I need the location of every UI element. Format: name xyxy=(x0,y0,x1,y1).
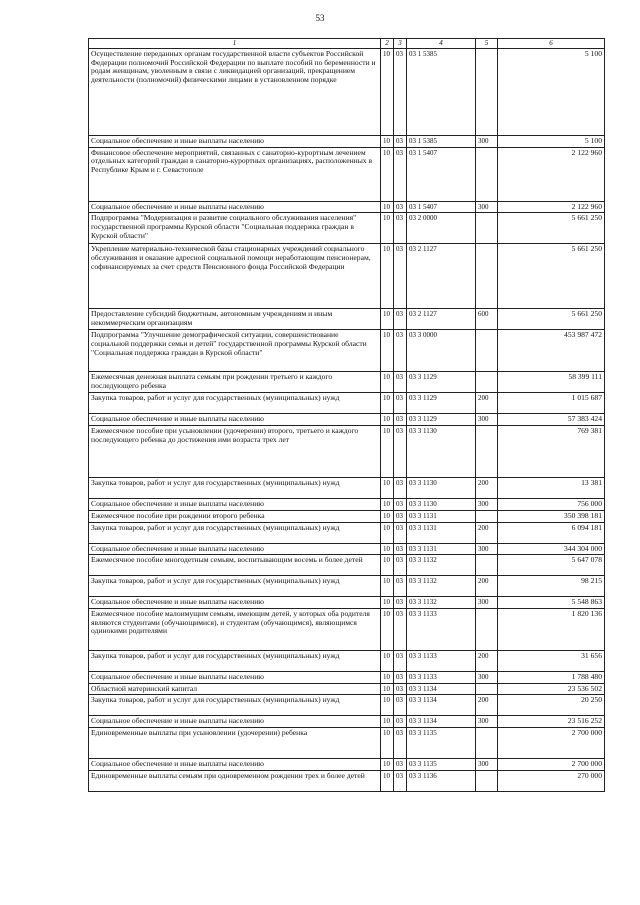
row-target-article-cell: 03 3 1129 xyxy=(407,414,476,426)
row-section-cell: 10 xyxy=(381,683,394,695)
table-row xyxy=(89,759,605,771)
row-expense-type-cell xyxy=(476,330,498,372)
row-name-cell: Укрепление материально-технической базы стационарных учреждений социального обслуживания и оказание адресной социальной помощи неработающим пенсионерам, софинансируемых за счет средств Пенсионного фонда Российской Федерации xyxy=(89,244,381,309)
row-target-article-cell: 03 3 1129 xyxy=(407,393,476,414)
header-cell-expense-type: 5 xyxy=(476,39,498,49)
row-section-cell: 10 xyxy=(381,555,394,576)
row-target-article-cell: 03 3 1132 xyxy=(407,555,476,576)
row-expense-type-cell xyxy=(476,683,498,695)
row-section-cell: 10 xyxy=(381,136,394,148)
row-expense-type-cell: 300 xyxy=(476,759,498,771)
table-row xyxy=(89,728,605,759)
row-expense-type-cell: 200 xyxy=(476,695,498,716)
row-expense-type-cell xyxy=(476,555,498,576)
row-name-cell: Подпрограмма "Модернизация и развитие социального обслуживания населения" государственной программы Курской области "Социальная поддержка граждан в Курской области" xyxy=(89,213,381,244)
table-row xyxy=(89,136,605,148)
row-subsection-cell: 03 xyxy=(394,426,407,478)
row-section-cell: 10 xyxy=(381,49,394,136)
row-subsection-cell: 03 xyxy=(394,609,407,651)
row-expense-type-cell: 200 xyxy=(476,576,498,597)
row-target-article-cell: 03 2 1127 xyxy=(407,309,476,330)
row-expense-type-cell xyxy=(476,244,498,309)
row-section-cell: 10 xyxy=(381,244,394,309)
row-target-article-cell: 03 3 1135 xyxy=(407,759,476,771)
row-expense-type-cell xyxy=(476,372,498,393)
row-subsection-cell: 03 xyxy=(394,683,407,695)
row-target-article-cell: 03 3 1131 xyxy=(407,543,476,555)
row-name-cell: Ежемесячное пособие малоимущим семьям, имеющим детей, у которых оба родителя являются студентами (обучающимися), и студентам (обучающимся), являющимся одинокими родителями xyxy=(89,609,381,651)
row-subsection-cell: 03 xyxy=(394,478,407,499)
row-expense-type-cell: 300 xyxy=(476,201,498,213)
table-row xyxy=(89,426,605,478)
table-row xyxy=(89,555,605,576)
row-expense-type-cell xyxy=(476,609,498,651)
table-row xyxy=(89,49,605,136)
row-section-cell: 10 xyxy=(381,147,394,201)
row-amount-cell: 2 700 000 xyxy=(498,759,605,771)
row-amount-cell: 2 122 960 xyxy=(498,147,605,201)
row-section-cell: 10 xyxy=(381,695,394,716)
row-name-cell: Ежемесячная денежная выплата семьям при рождении третьего и каждого последующего ребенка xyxy=(89,372,381,393)
row-amount-cell: 23 516 252 xyxy=(498,716,605,728)
row-target-article-cell: 03 3 1133 xyxy=(407,609,476,651)
row-subsection-cell: 03 xyxy=(394,49,407,136)
row-amount-cell: 5 100 xyxy=(498,49,605,136)
row-section-cell: 10 xyxy=(381,330,394,372)
header-cell-target-article: 4 xyxy=(407,39,476,49)
row-expense-type-cell: 300 xyxy=(476,716,498,728)
budget-table xyxy=(88,38,605,792)
table-row xyxy=(89,147,605,201)
row-name-cell: Социальное обеспечение и иные выплаты населению xyxy=(89,759,381,771)
page-number: 53 xyxy=(315,13,325,23)
row-subsection-cell: 03 xyxy=(394,597,407,609)
row-expense-type-cell xyxy=(476,49,498,136)
table-row xyxy=(89,213,605,244)
row-name-cell: Закупка товаров, работ и услуг для государственных (муниципальных) нужд xyxy=(89,576,381,597)
row-name-cell: Социальное обеспечение и иные выплаты населению xyxy=(89,499,381,511)
row-expense-type-cell: 200 xyxy=(476,393,498,414)
row-target-article-cell: 03 3 1134 xyxy=(407,716,476,728)
row-target-article-cell: 03 3 1134 xyxy=(407,683,476,695)
row-name-cell: Подпрограмма "Улучшение демографической ситуации, совершенствование социальной поддержки семьи и детей" государственной программы Курской области "Социальная поддержка граждан в Курской области" xyxy=(89,330,381,372)
table-row xyxy=(89,478,605,499)
row-subsection-cell: 03 xyxy=(394,414,407,426)
row-amount-cell: 57 383 424 xyxy=(498,414,605,426)
row-subsection-cell: 03 xyxy=(394,716,407,728)
row-amount-cell: 13 381 xyxy=(498,478,605,499)
row-target-article-cell: 03 3 0000 xyxy=(407,330,476,372)
row-amount-cell: 5 647 078 xyxy=(498,555,605,576)
row-subsection-cell: 03 xyxy=(394,147,407,201)
row-section-cell: 10 xyxy=(381,716,394,728)
table-row xyxy=(89,309,605,330)
row-amount-cell: 58 399 111 xyxy=(498,372,605,393)
row-amount-cell: 453 987 472 xyxy=(498,330,605,372)
row-name-cell: Закупка товаров, работ и услуг для государственных (муниципальных) нужд xyxy=(89,393,381,414)
row-name-cell: Закупка товаров, работ и услуг для государственных (муниципальных) нужд xyxy=(89,651,381,672)
row-amount-cell: 1 015 687 xyxy=(498,393,605,414)
row-name-cell: Закупка товаров, работ и услуг для государственных (муниципальных) нужд xyxy=(89,478,381,499)
row-target-article-cell: 03 3 1131 xyxy=(407,522,476,543)
row-name-cell: Единовременные выплаты семьям при одновременном рождении трех и более детей xyxy=(89,770,381,791)
row-section-cell: 10 xyxy=(381,672,394,684)
row-expense-type-cell xyxy=(476,728,498,759)
row-expense-type-cell xyxy=(476,213,498,244)
table-row xyxy=(89,543,605,555)
row-section-cell: 10 xyxy=(381,609,394,651)
row-section-cell: 10 xyxy=(381,213,394,244)
row-section-cell: 10 xyxy=(381,522,394,543)
row-target-article-cell: 03 3 1134 xyxy=(407,695,476,716)
row-expense-type-cell: 200 xyxy=(476,522,498,543)
table-row xyxy=(89,770,605,791)
row-expense-type-cell: 600 xyxy=(476,309,498,330)
row-section-cell: 10 xyxy=(381,728,394,759)
row-subsection-cell: 03 xyxy=(394,510,407,522)
row-amount-cell: 350 398 181 xyxy=(498,510,605,522)
row-name-cell: Финансовое обеспечение мероприятий, связанных с санаторно-курортным лечением отдельных категорий граждан в санаторно-курортных организациях, расположенных в Республике Крым и г. Севастополе xyxy=(89,147,381,201)
row-subsection-cell: 03 xyxy=(394,770,407,791)
table-row xyxy=(89,651,605,672)
row-subsection-cell: 03 xyxy=(394,522,407,543)
row-target-article-cell: 03 3 1131 xyxy=(407,510,476,522)
row-section-cell: 10 xyxy=(381,510,394,522)
row-target-article-cell: 03 3 1130 xyxy=(407,478,476,499)
row-subsection-cell: 03 xyxy=(394,672,407,684)
header-cell-amount: 6 xyxy=(498,39,605,49)
row-amount-cell: 31 656 xyxy=(498,651,605,672)
table-row xyxy=(89,244,605,309)
row-subsection-cell: 03 xyxy=(394,136,407,148)
table-row xyxy=(89,372,605,393)
row-expense-type-cell: 300 xyxy=(476,499,498,511)
row-target-article-cell: 03 2 1127 xyxy=(407,244,476,309)
row-name-cell: Ежемесячное пособие при усыновлении (удочерении) второго, третьего и каждого последующего ребенка до достижения ими возраста трех лет xyxy=(89,426,381,478)
table-row xyxy=(89,201,605,213)
row-section-cell: 10 xyxy=(381,759,394,771)
row-subsection-cell: 03 xyxy=(394,576,407,597)
row-subsection-cell: 03 xyxy=(394,309,407,330)
table-row xyxy=(89,576,605,597)
row-name-cell: Осуществление переданных органам государственной власти субъектов Российской Федерации полномочий Российской Федерации по выплате пособий по беременности и родам женщинам, уволенным в связи с ликвидацией организаций, прекращением деятельности (полномочий) физическими лицами в установленном порядке xyxy=(89,49,381,136)
row-section-cell: 10 xyxy=(381,478,394,499)
row-section-cell: 10 xyxy=(381,372,394,393)
row-subsection-cell: 03 xyxy=(394,695,407,716)
row-name-cell: Социальное обеспечение и иные выплаты населению xyxy=(89,136,381,148)
row-name-cell: Ежемесячное пособие многодетным семьям, воспитывающим восемь и более детей xyxy=(89,555,381,576)
row-subsection-cell: 03 xyxy=(394,372,407,393)
row-section-cell: 10 xyxy=(381,414,394,426)
row-section-cell: 10 xyxy=(381,597,394,609)
header-cell-subsection: 3 xyxy=(394,39,407,49)
row-amount-cell: 20 250 xyxy=(498,695,605,716)
row-subsection-cell: 03 xyxy=(394,555,407,576)
row-target-article-cell: 03 1 5385 xyxy=(407,136,476,148)
row-amount-cell: 756 000 xyxy=(498,499,605,511)
row-subsection-cell: 03 xyxy=(394,543,407,555)
row-subsection-cell: 03 xyxy=(394,651,407,672)
row-target-article-cell: 03 1 5407 xyxy=(407,147,476,201)
row-subsection-cell: 03 xyxy=(394,201,407,213)
row-section-cell: 10 xyxy=(381,201,394,213)
row-target-article-cell: 03 3 1132 xyxy=(407,576,476,597)
row-target-article-cell: 03 3 1129 xyxy=(407,372,476,393)
header-cell-section: 2 xyxy=(381,39,394,49)
table-row xyxy=(89,609,605,651)
row-section-cell: 10 xyxy=(381,770,394,791)
row-amount-cell: 270 000 xyxy=(498,770,605,791)
row-expense-type-cell: 200 xyxy=(476,651,498,672)
row-amount-cell: 5 548 863 xyxy=(498,597,605,609)
table-row xyxy=(89,522,605,543)
row-subsection-cell: 03 xyxy=(394,330,407,372)
row-amount-cell: 1 820 136 xyxy=(498,609,605,651)
table-header-row xyxy=(89,39,605,49)
row-subsection-cell: 03 xyxy=(394,759,407,771)
row-expense-type-cell xyxy=(476,147,498,201)
row-target-article-cell: 03 1 5407 xyxy=(407,201,476,213)
row-subsection-cell: 03 xyxy=(394,213,407,244)
row-amount-cell: 5 661 250 xyxy=(498,309,605,330)
table-row xyxy=(89,499,605,511)
table-row xyxy=(89,716,605,728)
row-section-cell: 10 xyxy=(381,651,394,672)
row-section-cell: 10 xyxy=(381,426,394,478)
row-target-article-cell: 03 3 1135 xyxy=(407,728,476,759)
row-subsection-cell: 03 xyxy=(394,244,407,309)
row-expense-type-cell xyxy=(476,510,498,522)
row-target-article-cell: 03 2 0000 xyxy=(407,213,476,244)
row-name-cell: Социальное обеспечение и иные выплаты населению xyxy=(89,672,381,684)
row-name-cell: Закупка товаров, работ и услуг для государственных (муниципальных) нужд xyxy=(89,695,381,716)
row-section-cell: 10 xyxy=(381,543,394,555)
row-target-article-cell: 03 3 1136 xyxy=(407,770,476,791)
row-expense-type-cell xyxy=(476,770,498,791)
table-row xyxy=(89,510,605,522)
row-name-cell: Социальное обеспечение и иные выплаты населению xyxy=(89,597,381,609)
row-name-cell: Ежемесячное пособие при рождении второго ребенка xyxy=(89,510,381,522)
table-row xyxy=(89,393,605,414)
row-amount-cell: 5 661 250 xyxy=(498,213,605,244)
row-target-article-cell: 03 3 1132 xyxy=(407,597,476,609)
row-expense-type-cell: 300 xyxy=(476,597,498,609)
row-target-article-cell: 03 3 1133 xyxy=(407,672,476,684)
header-cell-name: 1 xyxy=(89,39,381,49)
row-name-cell: Социальное обеспечение и иные выплаты населению xyxy=(89,201,381,213)
table-row xyxy=(89,414,605,426)
table-row xyxy=(89,683,605,695)
row-expense-type-cell: 300 xyxy=(476,136,498,148)
row-amount-cell: 6 094 181 xyxy=(498,522,605,543)
table-row xyxy=(89,672,605,684)
row-amount-cell: 5 100 xyxy=(498,136,605,148)
row-amount-cell: 2 700 000 xyxy=(498,728,605,759)
row-target-article-cell: 03 1 5385 xyxy=(407,49,476,136)
row-target-article-cell: 03 3 1130 xyxy=(407,499,476,511)
row-subsection-cell: 03 xyxy=(394,728,407,759)
table-row xyxy=(89,597,605,609)
row-name-cell: Социальное обеспечение и иные выплаты населению xyxy=(89,543,381,555)
row-expense-type-cell: 300 xyxy=(476,672,498,684)
row-expense-type-cell: 300 xyxy=(476,543,498,555)
row-amount-cell: 2 122 960 xyxy=(498,201,605,213)
row-name-cell: Закупка товаров, работ и услуг для государственных (муниципальных) нужд xyxy=(89,522,381,543)
row-expense-type-cell: 200 xyxy=(476,478,498,499)
row-section-cell: 10 xyxy=(381,393,394,414)
row-subsection-cell: 03 xyxy=(394,499,407,511)
row-target-article-cell: 03 3 1133 xyxy=(407,651,476,672)
row-target-article-cell: 03 3 1130 xyxy=(407,426,476,478)
row-section-cell: 10 xyxy=(381,499,394,511)
table-row xyxy=(89,695,605,716)
row-name-cell: Областной материнский капитал xyxy=(89,683,381,695)
row-name-cell: Социальное обеспечение и иные выплаты населению xyxy=(89,716,381,728)
row-section-cell: 10 xyxy=(381,576,394,597)
row-amount-cell: 1 788 480 xyxy=(498,672,605,684)
row-name-cell: Единовременные выплаты при усыновлении (удочерении) ребенка xyxy=(89,728,381,759)
row-expense-type-cell xyxy=(476,426,498,478)
row-section-cell: 10 xyxy=(381,309,394,330)
table-row xyxy=(89,330,605,372)
row-expense-type-cell: 300 xyxy=(476,414,498,426)
row-name-cell: Предоставление субсидий бюджетным, автономным учреждениям и иным некоммерческим организациям xyxy=(89,309,381,330)
row-amount-cell: 769 381 xyxy=(498,426,605,478)
row-name-cell: Социальное обеспечение и иные выплаты населению xyxy=(89,414,381,426)
row-amount-cell: 23 536 502 xyxy=(498,683,605,695)
row-amount-cell: 98 215 xyxy=(498,576,605,597)
row-amount-cell: 344 304 000 xyxy=(498,543,605,555)
row-amount-cell: 5 661 250 xyxy=(498,244,605,309)
row-subsection-cell: 03 xyxy=(394,393,407,414)
